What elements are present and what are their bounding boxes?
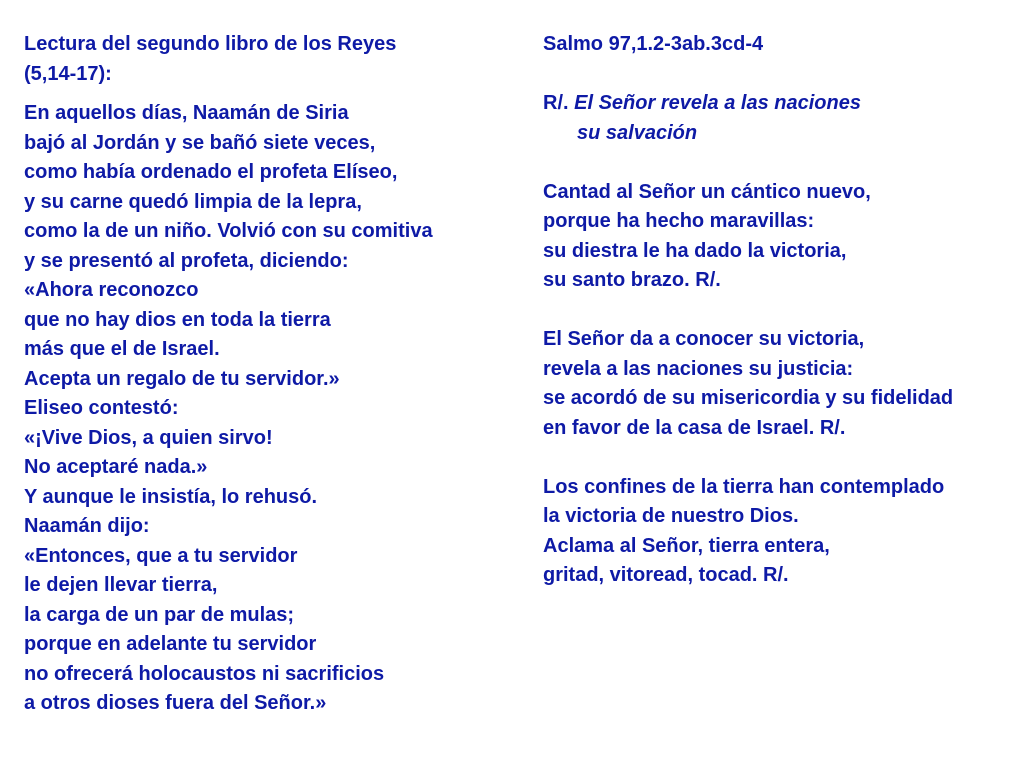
reading-line: y su carne quedó limpia de la lepra, [24,190,362,213]
reading-line: bajó al Jordán y se bañó siete veces, [24,131,376,154]
spacer [543,296,1013,326]
reading-title-line-1: Lectura del segundo libro de los Reyes [24,33,397,55]
spacer [24,89,494,99]
reading-line: «Entonces, que a tu servidor [24,544,298,567]
psalm-response-line-2: su salvación [577,121,698,144]
reading-line: como la de un niño. Volvió con su comitiva [24,220,433,242]
reading-line: le dejen llevar tierra, [24,574,218,596]
psalm-column [543,30,1013,591]
psalm-line: revela a las naciones su justicia: [543,357,854,380]
reading-line: no ofrecerá holocaustos ni sacrificios [24,662,385,685]
reading-line: porque en adelante tu servidor [24,633,317,655]
psalm-line: se acordó de su misericordia y su fidelidad [543,387,954,409]
psalm-title: Salmo 97,1.2-3ab.3cd-4 [543,33,764,55]
psalm-line: en favor de la casa de Israel. R/. [543,416,846,439]
psalm-line: El Señor da a conocer su victoria, [543,328,865,350]
spacer [543,443,1013,473]
spacer [543,60,1013,90]
reading-line: Naamán dijo: [24,515,150,537]
reading-column [24,30,494,719]
reading-line: la carga de un par de mulas; [24,603,295,626]
reading-line: Y aunque le insistía, lo rehusó. [24,485,318,508]
reading-line: «Ahora reconozco [24,279,199,301]
reading-line: No aceptaré nada.» [24,456,208,478]
psalm-line: gritad, vitoread, tocad. R/. [543,564,789,586]
reading-line: más que el de Israel. [24,338,220,360]
reading-line: como había ordenado el profeta Elíseo, [24,161,398,183]
psalm-line: su diestra le ha dado la victoria, [543,239,847,262]
reading-line: a otros dioses fuera del Señor.» [24,692,327,714]
spacer [543,148,1013,178]
reading-line: y se presentó al profeta, diciendo: [24,249,349,272]
reading-title-line-2: (5,14-17): [24,62,112,85]
reading-line: Eliseo contestó: [24,397,179,419]
response-prefix: R/. [543,92,569,114]
psalm-line: la victoria de nuestro Dios. [543,505,799,527]
psalm-line: Cantad al Señor un cántico nuevo, [543,180,871,203]
response-text: El Señor revela a las naciones [574,92,861,114]
psalm-line: Aclama al Señor, tierra entera, [543,534,830,557]
psalm-line: su santo brazo. R/. [543,269,721,291]
psalm-line: porque ha hecho maravillas: [543,210,815,232]
reading-line: que no hay dios en toda la tierra [24,308,331,331]
reading-line: Acepta un regalo de tu servidor.» [24,367,340,390]
psalm-line: Los confines de la tierra han contemplado [543,475,945,498]
reading-line: «¡Vive Dios, a quien sirvo! [24,426,273,449]
psalm-response-line-1 [543,89,1013,119]
reading-line: En aquellos días, Naamán de Siria [24,102,349,124]
